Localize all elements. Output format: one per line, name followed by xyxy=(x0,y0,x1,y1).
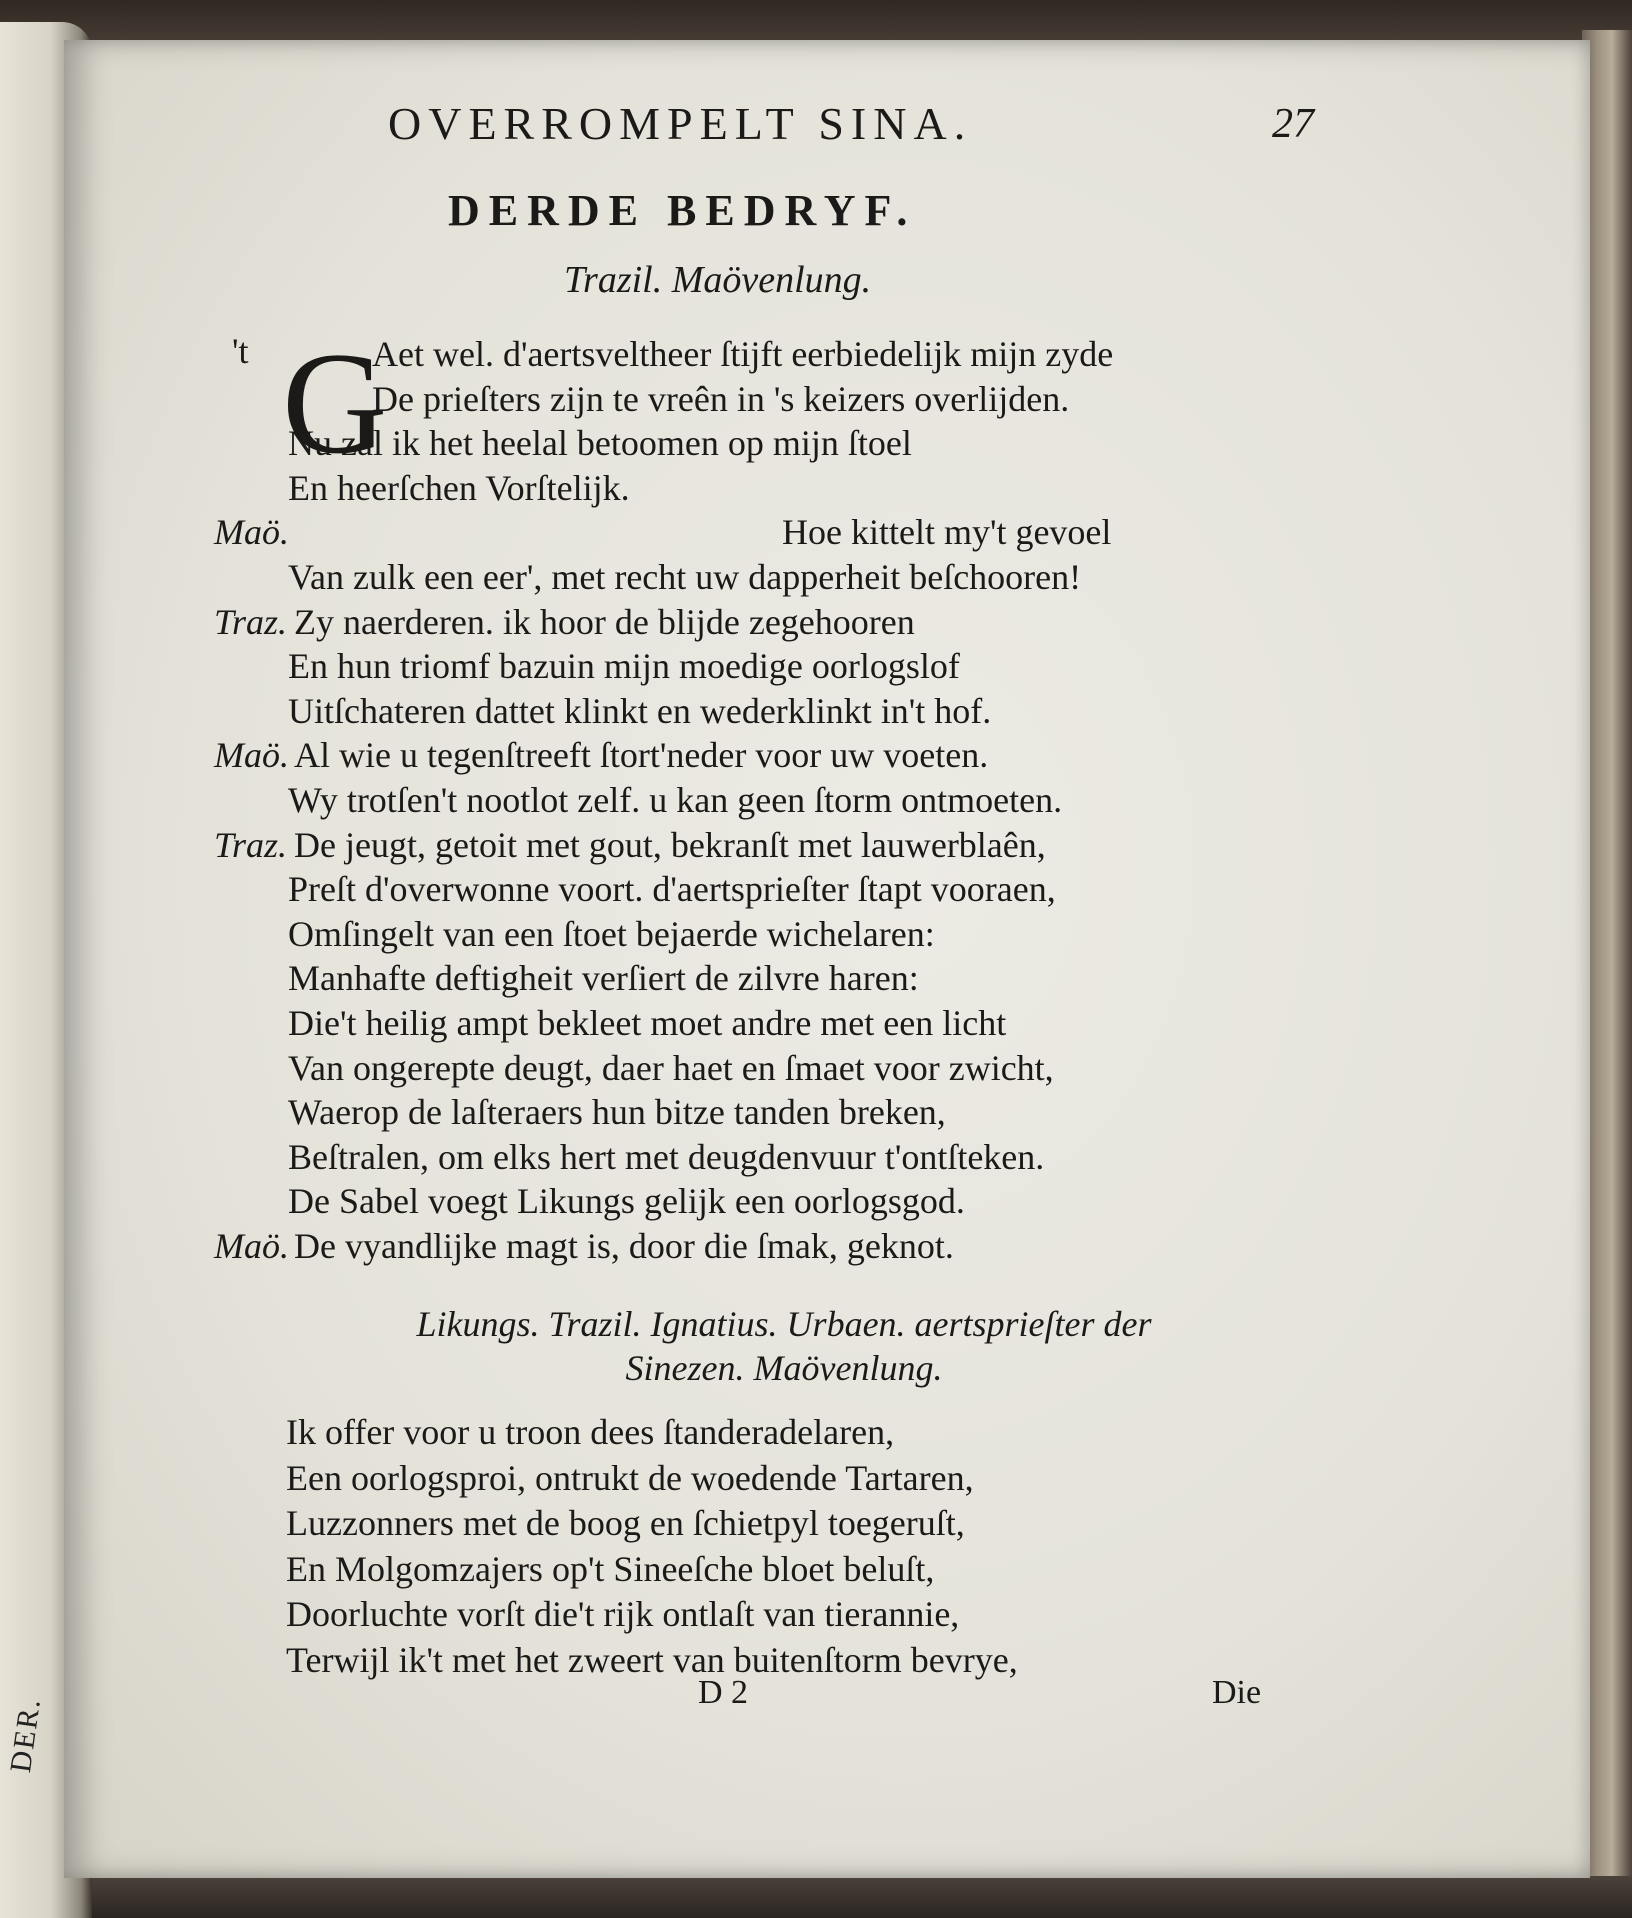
verse-text: Uitſchateren dattet klinkt en wederklinkt in't hof. xyxy=(288,690,992,731)
verse-text: En hun triomf bazuin mijn moedige oorlogslof xyxy=(288,646,960,687)
book-page xyxy=(64,40,1590,1878)
speaker-name: Maö. xyxy=(214,1226,289,1266)
speaker-name: Maö. xyxy=(214,512,289,553)
catchword: Die xyxy=(1212,1674,1262,1711)
verse-line xyxy=(288,778,1062,822)
verse-line xyxy=(288,1001,1006,1045)
verse-text: De jeugt, getoit met gout, bekranſt met lauwerblaên, xyxy=(294,824,1046,865)
verse-line: Doorluchte vorſt die't rijk ontlaſt van tierannie, xyxy=(286,1594,960,1634)
scene-cast: Trazil. Maövenlung. xyxy=(564,259,872,301)
verse-text: Van ongerepte deugt, daer haet en ſmaet voor zwicht, xyxy=(288,1047,1054,1088)
verse-line xyxy=(288,912,935,956)
verse-line xyxy=(288,644,960,688)
verse-text: Waerop de laſteraers hun bitze tanden breken, xyxy=(288,1092,946,1133)
verse-line xyxy=(288,689,991,733)
verse-line xyxy=(288,1046,1054,1090)
verse-line: Luzzonners met de boog en ſchietpyl toegeruſt, xyxy=(286,1503,965,1543)
book-bottom-edge xyxy=(60,1876,1632,1918)
verse-text: Preſt d'overwonne voort. d'aertsprieſter ſtapt vooraen, xyxy=(288,869,1056,910)
verse-line xyxy=(288,421,912,465)
verse-text: Zy naerderen. ik hoor de blijde zegehooren xyxy=(294,601,915,642)
verse-line xyxy=(288,956,919,1000)
verse-line xyxy=(288,555,1081,599)
verse-line xyxy=(372,332,1113,376)
verse-line: Een oorlogsproi, ontrukt de woedende Tartaren, xyxy=(286,1457,974,1498)
verse-text: Al wie u tegenſtreeft ſtort'neder voor uw voeten. xyxy=(294,735,989,776)
scene2-cast-line-2: Sinezen. Maövenlung. xyxy=(625,1348,943,1388)
verse-line: Terwijl ik't met het zweert van buitenſtorm bevrye, xyxy=(286,1639,1018,1680)
verse-line: En Molgomzajers op't Sineeſche bloet beluſt, xyxy=(286,1548,935,1589)
signature-mark: D 2 xyxy=(698,1674,749,1711)
speaker-name: Maö. xyxy=(214,735,289,776)
page-number: 27 xyxy=(1272,101,1314,147)
verse-text: Aet wel. d'aertsveltheer ſtijft eerbiedelijk mijn zyde xyxy=(372,334,1114,374)
speaker-name: Traz. xyxy=(214,824,288,865)
left-page-catchword: DER. xyxy=(4,1695,48,1775)
verse-line xyxy=(288,466,630,510)
verse-line xyxy=(372,377,1069,421)
verse-line xyxy=(288,1090,946,1134)
verse-text: Hoe kittelt my't gevoel xyxy=(782,512,1112,553)
verse-line: Ik offer voor u troon dees ſtanderadelaren, xyxy=(286,1412,895,1452)
drop-cap-prefix: 't xyxy=(232,331,249,371)
verse-text: De vyandlijke magt is, door die ſmak, geknot. xyxy=(294,1226,954,1266)
verse-text: Beſtralen, om elks hert met deugdenvuur t'ontſteken. xyxy=(288,1136,1045,1177)
scene2-cast-line-1: Likungs. Trazil. Ignatius. Urbaen. aertsprieſter der xyxy=(416,1304,1152,1344)
verse-text: De Sabel voegt Likungs gelijk een oorlogsgod. xyxy=(288,1181,965,1222)
verse-line xyxy=(288,1179,965,1223)
verse-line xyxy=(288,1135,1044,1179)
running-head: OVERROMPELT SINA. xyxy=(388,98,973,149)
drop-cap: G xyxy=(282,322,388,484)
speaker-name: Traz. xyxy=(214,601,288,642)
verse-text: En heerſchen Vorſtelijk. xyxy=(288,467,630,508)
verse-text: Manhafte deftigheit verſiert de zilvre haren: xyxy=(288,958,919,999)
verse-text: Wy trotſen't nootlot zelf. u kan geen ſtorm ontmoeten. xyxy=(288,780,1063,820)
verse-text: Van zulk een eer', met recht uw dapperheit beſchooren! xyxy=(288,557,1082,597)
act-title: DERDE BEDRYF. xyxy=(448,186,917,235)
verse-text: Omſingelt van een ſtoet bejaerde wichelaren: xyxy=(288,913,935,954)
verse-text: Die't heilig ampt bekleet moet andre met een licht xyxy=(288,1003,1007,1043)
verse-text: Nu zal ik het heelal betoomen op mijn ſtoel xyxy=(288,423,912,464)
verse-line xyxy=(288,867,1056,911)
verse-text: De prieſters zijn te vreên in 's keizers overlijden. xyxy=(372,378,1070,419)
